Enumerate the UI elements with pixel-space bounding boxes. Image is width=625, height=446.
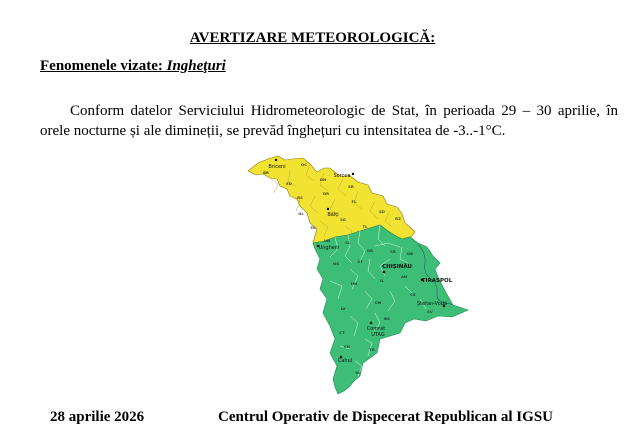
district-code: RS bbox=[297, 195, 303, 200]
district-code: GL bbox=[298, 211, 304, 216]
phenomena-value: Ingheţuri bbox=[166, 58, 226, 74]
city-dot-balti bbox=[327, 208, 329, 210]
city-dot-briceni bbox=[275, 159, 277, 161]
district-code: RZ bbox=[395, 216, 401, 221]
city-label-comrat: Comrat bbox=[366, 326, 386, 332]
district-code: OR bbox=[366, 248, 374, 253]
district-code: BR bbox=[263, 170, 269, 175]
phenomena-line bbox=[40, 58, 226, 75]
district-code: ȘD bbox=[379, 209, 385, 214]
district-code: ED bbox=[286, 181, 292, 186]
district-code: SR bbox=[348, 184, 354, 189]
district-code: TL bbox=[362, 224, 368, 229]
footer-organization: Centrul Operativ de Dispecerat Republican al IGSU bbox=[218, 409, 553, 425]
city-label-stefan-voda: Ștefan-Vodă bbox=[416, 301, 448, 307]
district-code: CM bbox=[374, 300, 382, 305]
district-code: DB bbox=[406, 251, 414, 256]
district-code: LV bbox=[340, 306, 346, 311]
district-code: SV bbox=[427, 309, 433, 314]
phenomena-label: Fenomenele vizate: bbox=[40, 58, 163, 74]
district-code: ST bbox=[357, 259, 363, 264]
district-code: DR bbox=[322, 191, 330, 196]
city-dot-chisinau bbox=[383, 271, 386, 274]
page-title-text: AVERTIZARE METEOROLOGICĂ: bbox=[189, 30, 436, 46]
district-code: IL bbox=[380, 278, 384, 283]
district-code: DN bbox=[319, 177, 327, 182]
city-dot-comrat bbox=[370, 322, 372, 324]
district-code: FL bbox=[351, 199, 357, 204]
district-code: CS bbox=[410, 292, 416, 297]
district-code: SG bbox=[340, 217, 346, 222]
district-code: CR bbox=[390, 249, 396, 254]
district-code: FA bbox=[310, 225, 316, 230]
moldova-warning-map bbox=[230, 151, 480, 401]
city-label-briceni: Briceni bbox=[268, 164, 286, 170]
district-code: AN bbox=[400, 274, 408, 279]
city-label-ungheni: Ungheni bbox=[318, 245, 340, 251]
city-label-tiraspol: TIRASPOL bbox=[421, 278, 453, 284]
body-paragraph: Conform datelor Serviciului Hidrometeorologic de Stat, în perioada 29 – 30 aprilie, în orele nocturne și ale dimineții, se prevăd înghețuri cu intensitatea de -3..-1°C. bbox=[40, 103, 618, 139]
district-code: CT bbox=[339, 330, 345, 335]
district-code: BS bbox=[384, 316, 390, 321]
district-code: NS bbox=[333, 261, 339, 266]
page-title bbox=[0, 30, 625, 47]
city-label-cahul: Cahul bbox=[337, 358, 353, 364]
city-label-soroca: Soroca bbox=[333, 173, 351, 179]
district-code: HN bbox=[350, 281, 358, 286]
district-code: TR bbox=[369, 347, 375, 352]
district-code: VL bbox=[355, 370, 361, 375]
city-label-balti: Bălți bbox=[327, 212, 339, 218]
district-code: OC bbox=[300, 162, 308, 167]
city-label-chisinau: CHIȘINĂU bbox=[382, 264, 412, 270]
district-code: CH bbox=[344, 344, 350, 349]
footer-date: 28 aprilie 2026 bbox=[50, 409, 145, 425]
moldova-map-svg bbox=[230, 151, 480, 401]
city-dot-soroca bbox=[352, 173, 354, 175]
district-code: UN bbox=[323, 238, 331, 243]
district-code: CL bbox=[345, 240, 351, 245]
region-label-utag: UTAG bbox=[371, 332, 385, 338]
